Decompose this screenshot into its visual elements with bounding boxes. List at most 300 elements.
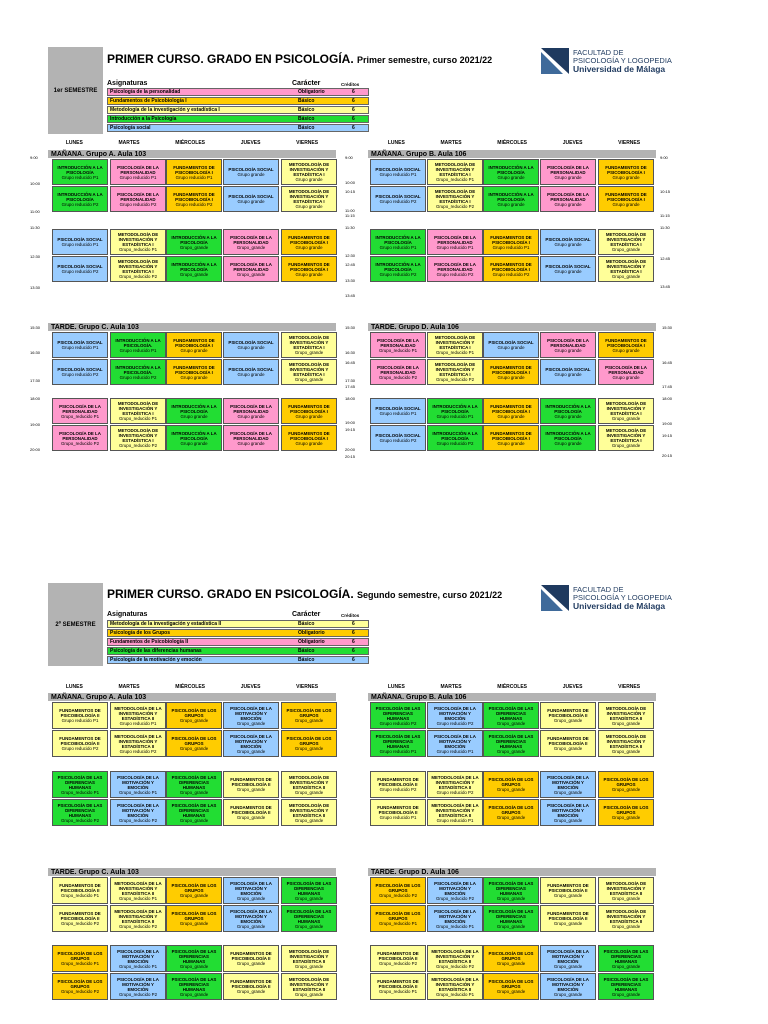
course-name: PSICOLOGÍA SOCIAL — [545, 264, 591, 269]
course-group: Grupo grande — [554, 347, 582, 353]
course-group: Grupo reducido P1 — [119, 174, 157, 180]
group-b-cell — [370, 229, 426, 255]
course-name: METODOLOGÍA DE LA INVESTIGACIÓN Y ESTADÍSTICA II — [114, 705, 162, 721]
group-b-cell — [598, 771, 654, 798]
group-b-cell — [598, 186, 654, 212]
course-group: Grupo_grande — [294, 789, 324, 795]
course-group: Grupo_grande — [236, 748, 266, 754]
group-d-cell — [427, 973, 483, 1000]
course-group: Grupo_grande — [611, 720, 641, 726]
subject-credits: 6 — [352, 621, 355, 627]
course-name: PSICOLOGÍA SOCIAL — [57, 340, 103, 345]
group-a-cell — [281, 186, 337, 212]
group-c-cell — [52, 905, 108, 932]
course-group: Grupo_grande — [236, 244, 266, 250]
group-b-cell — [370, 730, 426, 757]
course-name: PSICOLOGÍA DE LA PERSONALIDAD — [547, 164, 589, 175]
course-group: Grupo grande — [554, 440, 582, 446]
time-label: 19:00 — [345, 420, 356, 425]
course-group: Grupo reducido P1 — [379, 411, 417, 416]
subject-row — [107, 88, 369, 96]
course-group: Grupo_grande — [496, 989, 526, 994]
subject-row — [107, 106, 369, 114]
course-group: Grupo_reducido P1 — [60, 961, 100, 966]
course-group: Grupo grande — [180, 347, 208, 353]
group-c-cell — [166, 973, 222, 1000]
group-a-cell — [166, 771, 222, 798]
course-name: PSICOLOGÍA SOCIAL — [228, 167, 274, 172]
course-group: Grupo grande — [295, 413, 323, 419]
course-group: Grupo_grande — [294, 377, 324, 382]
group-a-cell — [52, 730, 108, 757]
subject-credits: 6 — [352, 657, 355, 663]
subject-row — [107, 638, 369, 646]
course-name: FUNDAMENTOS DE PSICOBIOLOGÍA II — [377, 951, 419, 961]
course-name: METODOLOGÍA DE INVESTIGACIÓN Y ESTADÍSTICA I — [434, 189, 476, 204]
course-group: Grupo reducido P2 — [379, 199, 417, 204]
course-group: Grupo reducido P2 — [379, 438, 417, 443]
subject-credits: 6 — [352, 89, 355, 95]
course-name: PSICOLOGÍA SOCIAL — [57, 264, 103, 269]
group-d-cell — [598, 359, 654, 385]
group-c-cell — [281, 945, 337, 972]
group-a-cell — [52, 186, 108, 212]
time-label: 10:00 — [345, 180, 356, 185]
course-group: Grupo reducido P1 — [379, 815, 417, 820]
course-group: Grupo_grande — [179, 893, 209, 898]
group-d-cell — [427, 398, 483, 424]
time-label: 15:30 — [345, 325, 356, 330]
course-group: Grupo grande — [497, 345, 525, 350]
course-group: Grupo reducido P1 — [61, 718, 99, 723]
group-d-bar: TARDE. Grupo D. Aula 106 — [368, 323, 656, 331]
course-name: FUNDAMENTOS DE PSICOBIOLOGÍA II — [59, 883, 101, 893]
group-d-cell — [427, 945, 483, 972]
day-label: JUEVES — [240, 140, 261, 146]
course-name: FUNDAMENTOS DE PSICOBIOLOGÍA II — [547, 736, 589, 746]
subject-credits: 6 — [352, 630, 355, 636]
course-name: PSICOLOGÍA DE LA MOTIVACIÓN Y EMOCIÓN — [547, 802, 589, 818]
group-c-cell — [223, 905, 279, 932]
course-name: PSICOLOGÍA DE LAS DIFERENCIAS HUMANAS — [488, 705, 534, 721]
group-c-cell — [110, 332, 166, 358]
group-c-cell — [281, 877, 337, 904]
group-b-cell — [598, 256, 654, 282]
course-group: Grupo_grande — [179, 817, 209, 823]
course-group: Grupo_grande — [236, 271, 266, 277]
course-name: PSICOLOGÍA DE LAS DIFERENCIAS HUMANAS — [375, 705, 421, 721]
course-name: PSICOLOGÍA SOCIAL — [375, 406, 421, 411]
logo-line-1: FACULTAD DE — [573, 585, 624, 594]
course-group: Grupo_reducido P2 — [118, 443, 158, 448]
group-d-cell — [370, 945, 426, 972]
group-a-cell — [166, 159, 222, 185]
subject-type: Básico — [298, 98, 315, 104]
course-name: PSICOLOGÍA DE LOS GRUPOS — [375, 883, 421, 893]
course-group: Grupo reducido P2 — [436, 440, 474, 446]
course-group: Grupo grande — [180, 374, 208, 380]
group-c-cell — [52, 973, 108, 1000]
course-name: FUNDAMENTOS DE PSICOBIOLOGÍA I — [490, 364, 532, 375]
course-group: Grupo grande — [295, 177, 323, 182]
group-d-cell — [598, 398, 654, 424]
group-c-cell — [166, 945, 222, 972]
course-name: PSICOLOGÍA SOCIAL — [375, 194, 421, 199]
course-group: Grupo_grande — [236, 961, 266, 966]
course-name: INTRODUCCIÓN A LA PSICOLOGÍA — [488, 164, 534, 175]
group-b-cell — [540, 730, 596, 757]
course-name: PSICOLOGÍA DE LAS DIFERENCIAS HUMANAS — [375, 733, 421, 749]
course-name: PSICOLOGÍA DE LA PERSONALIDAD — [434, 234, 476, 245]
course-group: Grupo_reducido P1 — [378, 921, 418, 926]
course-name: PSICOLOGÍA DE LOS GRUPOS — [286, 736, 332, 746]
course-group: Grupo_reducido P1 — [118, 247, 158, 252]
day-label: LUNES — [65, 140, 83, 146]
day-label: MARTES — [440, 140, 462, 146]
course-group: Grupo_grande — [179, 921, 209, 926]
group-a-cell — [281, 799, 337, 826]
course-name: PSICOLOGÍA DE LAS DIFERENCIAS HUMANAS — [57, 774, 103, 790]
group-a-cell — [223, 730, 279, 757]
course-name: PSICOLOGÍA DE LAS DIFERENCIAS HUMANAS — [171, 976, 217, 992]
course-group: Grupo_grande — [611, 416, 641, 421]
course-group: Grupo_reducido P2 — [60, 989, 100, 994]
group-c-cell — [52, 425, 108, 451]
group-d-cell — [483, 905, 539, 932]
course-name: METODOLOGÍA DE LA INVESTIGACIÓN Y ESTADÍSTICA II — [114, 880, 162, 896]
course-name: FUNDAMENTOS DE PSICOBIOLOGÍA I — [605, 337, 647, 348]
subject-credits: 6 — [352, 107, 355, 113]
group-d-cell — [540, 905, 596, 932]
course-name: PSICOLOGÍA DE LAS DIFERENCIAS HUMANAS — [286, 908, 332, 924]
course-name: FUNDAMENTOS DE PSICOBIOLOGÍA I — [288, 403, 330, 414]
group-d-cell — [483, 877, 539, 904]
group-c-cell — [166, 425, 222, 451]
course-group: Grupo_grande — [611, 443, 641, 448]
course-group: Grupo_reducido P2 — [378, 893, 418, 898]
group-a-cell — [223, 229, 279, 255]
group-b-cell — [370, 771, 426, 798]
time-label: 10:15 — [660, 189, 671, 194]
subject-type: Básico — [298, 621, 315, 627]
subject-row — [107, 124, 369, 132]
course-name: FUNDAMENTOS DE PSICOBIOLOGÍA II — [59, 911, 101, 921]
title-main: PRIMER CURSO. GRADO EN PSICOLOGÍA. — [107, 52, 354, 66]
university-logo — [541, 48, 672, 74]
course-name: INTRODUCCIÓN A LA PSICOLOGÍA — [375, 261, 421, 272]
subject-name: Introducción a la Psicología — [110, 116, 177, 122]
group-b-cell — [540, 702, 596, 729]
subject-row — [107, 656, 369, 664]
group-a-cell — [166, 702, 222, 729]
course-group: Grupo grande — [237, 413, 265, 419]
group-c-cell — [223, 945, 279, 972]
course-group: Grupo grande — [612, 347, 640, 353]
subject-type: Básico — [298, 116, 315, 122]
subject-row — [107, 629, 369, 637]
course-group: Grupo_grande — [553, 817, 583, 823]
time-label: 11:00 — [30, 209, 40, 214]
time-label: 18:00 — [345, 396, 356, 401]
group-c-bar: TARDE. Grupo C. Aula 103 — [48, 323, 336, 331]
course-name: FUNDAMENTOS DE PSICOBIOLOGÍA I — [490, 430, 532, 441]
course-name: PSICOLOGÍA DE LAS DIFERENCIAS HUMANAS — [57, 802, 103, 818]
course-name: PSICOLOGÍA SOCIAL — [228, 367, 274, 372]
course-group: Grupo grande — [295, 244, 323, 250]
header-creditos: Créditos — [341, 613, 360, 618]
time-label: 9:00 — [660, 155, 668, 160]
group-d-cell — [540, 359, 596, 385]
course-name: FUNDAMENTOS DE PSICOBIOLOGÍA I — [605, 164, 647, 175]
course-name: PSICOLOGÍA SOCIAL — [228, 340, 274, 345]
course-name: INTRODUCCIÓN A LA PSICOLOGÍA — [171, 234, 217, 245]
time-label: 12:30 — [30, 254, 41, 259]
day-label: JUEVES — [240, 684, 261, 690]
course-name: INTRODUCCIÓN A LA PSICOLOGÍA — [171, 261, 217, 272]
group-d-cell — [427, 359, 483, 385]
subject-name: Metodología de la investigación y estadística II — [110, 621, 222, 627]
course-group: Grupo reducido P1 — [379, 244, 417, 250]
course-name: METODOLOGÍA DE INVESTIGACIÓN Y ESTADÍSTICA I — [117, 259, 159, 274]
course-group: Grupo reducido P2 — [436, 720, 474, 726]
subject-row — [107, 620, 369, 628]
group-b-cell — [370, 159, 426, 185]
group-a-cell — [166, 730, 222, 757]
course-name: PSICOLOGÍA DE LOS GRUPOS — [171, 736, 217, 746]
course-name: FUNDAMENTOS DE PSICOBIOLOGÍA I — [605, 191, 647, 202]
time-label: 11:30 — [30, 225, 40, 230]
course-group: Grupo_grande — [553, 963, 583, 969]
group-b-cell — [598, 702, 654, 729]
course-group: Grupo_reducido P2 — [60, 440, 100, 446]
course-name: METODOLOGÍA DE INVESTIGACIÓN Y ESTADÍSTICA I — [605, 259, 647, 274]
group-b-cell — [427, 730, 483, 757]
course-group: Grupo grande — [237, 172, 265, 177]
time-label: 11:15 — [345, 213, 355, 218]
course-name: METODOLOGÍA DE LA INVESTIGACIÓN Y ESTADÍSTICA II — [114, 908, 162, 924]
course-name: FUNDAMENTOS DE PSICOBIOLOGÍA II — [547, 883, 589, 893]
course-group: Grupo_reducido P2 — [435, 204, 475, 209]
group-a-cell — [166, 799, 222, 826]
group-a-cell — [223, 799, 279, 826]
time-label: 20:15 — [345, 454, 356, 459]
group-b-cell — [483, 159, 539, 185]
weekday-header-left — [48, 683, 336, 691]
course-group: Grupo reducido P2 — [436, 271, 474, 277]
group-c-cell — [110, 905, 166, 932]
course-group: Grupo_grande — [294, 923, 324, 929]
course-group: Grupo_reducido P1 — [435, 350, 475, 355]
time-label: 13:45 — [660, 284, 671, 289]
day-label: MIÉRCOLES — [497, 684, 528, 690]
course-group: Grupo_grande — [611, 274, 641, 279]
course-name: PSICOLOGÍA DE LOS GRUPOS — [171, 708, 217, 718]
course-group: Grupo_reducido P2 — [378, 961, 418, 966]
course-name: METODOLOGÍA DE INVESTIGACIÓN Y ESTADÍSTICA I — [605, 232, 647, 247]
course-name: FUNDAMENTOS DE PSICOBIOLOGÍA I — [288, 261, 330, 272]
course-group: Grupo_grande — [294, 746, 324, 751]
group-b-cell — [540, 229, 596, 255]
course-group: Grupo_grande — [496, 961, 526, 966]
course-name: PSICOLOGÍA DE LA MOTIVACIÓN Y EMOCIÓN — [117, 774, 159, 790]
course-name: PSICOLOGÍA DE LA PERSONALIDAD — [230, 403, 272, 414]
course-name: METODOLOGÍA DE INVESTIGACIÓN Y ESTADÍSTICA I — [288, 362, 330, 377]
group-d-cell — [370, 905, 426, 932]
subject-name: Psicología de las diferencias humanas — [110, 648, 202, 654]
group-d-cell — [598, 332, 654, 358]
time-label: 9:00 — [30, 155, 38, 160]
course-name: INTRODUCCIÓN A LA PSICOLOGÍA — [545, 403, 591, 414]
logo-line-1: FACULTAD DE — [573, 48, 624, 57]
day-label: MARTES — [440, 684, 462, 690]
group-d-cell — [483, 332, 539, 358]
semester-tag: 2º SEMESTRE — [48, 583, 103, 666]
course-group: Grupo_grande — [553, 746, 583, 751]
course-name: PSICOLOGÍA DE LA MOTIVACIÓN Y EMOCIÓN — [117, 976, 159, 992]
course-name: FUNDAMENTOS DE PSICOBIOLOGÍA II — [230, 777, 272, 787]
course-group: Grupo_reducido P2 — [60, 817, 100, 823]
group-b-bar: MAÑANA. Grupo B. Aula 106 — [368, 150, 656, 158]
group-a-cell — [281, 771, 337, 798]
group-d-cell — [598, 877, 654, 904]
group-a-cell — [110, 799, 166, 826]
course-group: Grupo_grande — [611, 963, 641, 969]
day-label: JUEVES — [562, 684, 583, 690]
course-name: INTRODUCCIÓN A LA PSICOLOGÍA — [57, 191, 103, 202]
subject-row — [107, 647, 369, 655]
course-name: PSICOLOGÍA DE LAS DIFERENCIAS HUMANAS — [286, 880, 332, 896]
subject-type: Obligatorio — [298, 639, 325, 645]
course-group: Grupo reducido P2 — [61, 746, 99, 751]
course-group: Grupo grande — [554, 413, 582, 419]
course-group: Grupo_grande — [496, 815, 526, 820]
course-group: Grupo grande — [237, 372, 265, 377]
course-name: PSICOLOGÍA DE LA PERSONALIDAD — [605, 364, 647, 375]
course-name: PSICOLOGÍA DE LAS DIFERENCIAS HUMANAS — [488, 880, 534, 896]
course-group: Grupo reducido P1 — [119, 720, 157, 726]
course-name: PSICOLOGÍA DE LA MOTIVACIÓN Y EMOCIÓN — [230, 705, 272, 721]
weekday-header-right — [370, 139, 658, 147]
group-b-cell — [540, 186, 596, 212]
course-name: PSICOLOGÍA DE LA PERSONALIDAD — [230, 430, 272, 441]
subject-type: Obligatorio — [298, 89, 325, 95]
course-group: Grupo_reducido P1 — [378, 347, 418, 353]
course-name: PSICOLOGÍA SOCIAL — [545, 237, 591, 242]
group-a-cell — [110, 771, 166, 798]
group-b-cell — [598, 799, 654, 826]
course-name: METODOLOGÍA DE INVESTIGACIÓN Y ESTADÍSTICA I — [288, 189, 330, 204]
time-label: 17:30 — [345, 378, 356, 383]
course-name: PSICOLOGÍA DE LOS GRUPOS — [171, 911, 217, 921]
course-name: FUNDAMENTOS DE PSICOBIOLOGÍA II — [230, 951, 272, 961]
course-name: PSICOLOGÍA DE LOS GRUPOS — [488, 951, 534, 961]
group-a-cell — [52, 256, 108, 282]
course-name: PSICOLOGÍA DE LA MOTIVACIÓN Y EMOCIÓN — [117, 948, 159, 964]
group-d-cell — [483, 973, 539, 1000]
subject-credits: 6 — [352, 125, 355, 131]
course-name: PSICOLOGÍA DE LOS GRUPOS — [603, 777, 649, 787]
group-a-cell — [281, 702, 337, 729]
group-d-cell — [540, 425, 596, 451]
course-group: Grupo_reducido P1 — [435, 923, 475, 929]
time-label: 13:45 — [345, 293, 356, 298]
course-name: FUNDAMENTOS DE PSICOBIOLOGÍA I — [173, 337, 215, 348]
course-group: Grupo_grande — [496, 787, 526, 792]
weekday-header-right — [370, 683, 658, 691]
group-b-cell — [427, 771, 483, 798]
group-a-cell — [166, 256, 222, 282]
course-group: Grupo reducido P2 — [119, 748, 157, 754]
course-name: METODOLOGÍA DE INVESTIGACIÓN Y ESTADÍSTICA I — [117, 232, 159, 247]
group-c-cell — [110, 359, 166, 385]
time-label: 12:45 — [660, 256, 671, 261]
course-name: PSICOLOGÍA DE LA MOTIVACIÓN Y EMOCIÓN — [434, 908, 476, 924]
course-name: FUNDAMENTOS DE PSICOBIOLOGÍA I — [490, 403, 532, 414]
course-group: Grupo_reducido P2 — [60, 921, 100, 926]
course-name: METODOLOGÍA DE INVESTIGACIÓN Y ESTADÍSTICA II — [288, 802, 330, 818]
course-name: INTRODUCCIÓN A LA PSICOLOGÍA. — [115, 364, 161, 375]
day-label: JUEVES — [562, 140, 583, 146]
subject-credits: 6 — [352, 116, 355, 122]
group-b-cell — [427, 702, 483, 729]
time-label: 16:30 — [345, 350, 356, 355]
day-label: LUNES — [65, 684, 83, 690]
group-b-cell — [483, 256, 539, 282]
group-d-cell — [370, 398, 426, 424]
page-title — [107, 52, 492, 66]
course-name: PSICOLOGÍA DE LA MOTIVACIÓN Y EMOCIÓN — [230, 733, 272, 749]
group-b-cell — [540, 159, 596, 185]
course-group: Grupo reducido P1 — [61, 174, 99, 180]
course-name: FUNDAMENTOS DE PSICOBIOLOGÍA II — [59, 708, 101, 718]
course-name: METODOLOGÍA DE INVESTIGACIÓN Y ESTADÍSTICA I — [434, 162, 476, 177]
course-group: Grupo grande — [295, 204, 323, 209]
group-b-bar: MAÑANA. Grupo B. Aula 106 — [368, 693, 656, 701]
course-name: PSICOLOGÍA DE LA PERSONALIDAD — [377, 337, 419, 348]
subject-row — [107, 115, 369, 123]
course-group: Grupo_reducido P1 — [118, 895, 158, 901]
course-group: Grupo reducido P1 — [436, 413, 474, 419]
uma-logo-icon — [541, 48, 569, 74]
group-d-cell — [483, 945, 539, 972]
course-group: Grupo reducido P1 — [61, 242, 99, 247]
subject-type: Obligatorio — [298, 630, 325, 636]
group-b-cell — [370, 702, 426, 729]
course-group: Grupo_reducido P1 — [60, 413, 100, 419]
course-name: PSICOLOGÍA DE LA PERSONALIDAD — [434, 261, 476, 272]
course-name: PSICOLOGÍA SOCIAL — [228, 194, 274, 199]
group-a-cell — [110, 229, 166, 255]
course-group: Grupo grande — [554, 174, 582, 180]
course-group: Grupo_grande — [496, 748, 526, 754]
course-name: PSICOLOGÍA DE LOS GRUPOS — [488, 979, 534, 989]
course-name: FUNDAMENTOS DE PSICOBIOLOGÍA II — [377, 979, 419, 989]
course-group: Grupo_reducido P2 — [118, 274, 158, 279]
group-c-cell — [52, 945, 108, 972]
time-label: 10:15 — [345, 189, 356, 194]
subject-type: Básico — [298, 648, 315, 654]
course-group: Grupo_reducido P1 — [435, 177, 475, 182]
course-name: METODOLOGÍA DE INVESTIGACIÓN Y ESTADÍSTICA I — [288, 162, 330, 177]
course-name: PSICOLOGÍA DE LA MOTIVACIÓN Y EMOCIÓN — [547, 976, 589, 992]
header-asignaturas: Asignaturas — [107, 80, 148, 87]
course-group: Grupo_grande — [179, 991, 209, 997]
group-d-cell — [598, 905, 654, 932]
course-name: PSICOLOGÍA DE LA PERSONALIDAD — [547, 337, 589, 348]
course-group: Grupo_grande — [179, 789, 209, 795]
time-label: 17:45 — [345, 384, 356, 389]
group-b-cell — [427, 159, 483, 185]
